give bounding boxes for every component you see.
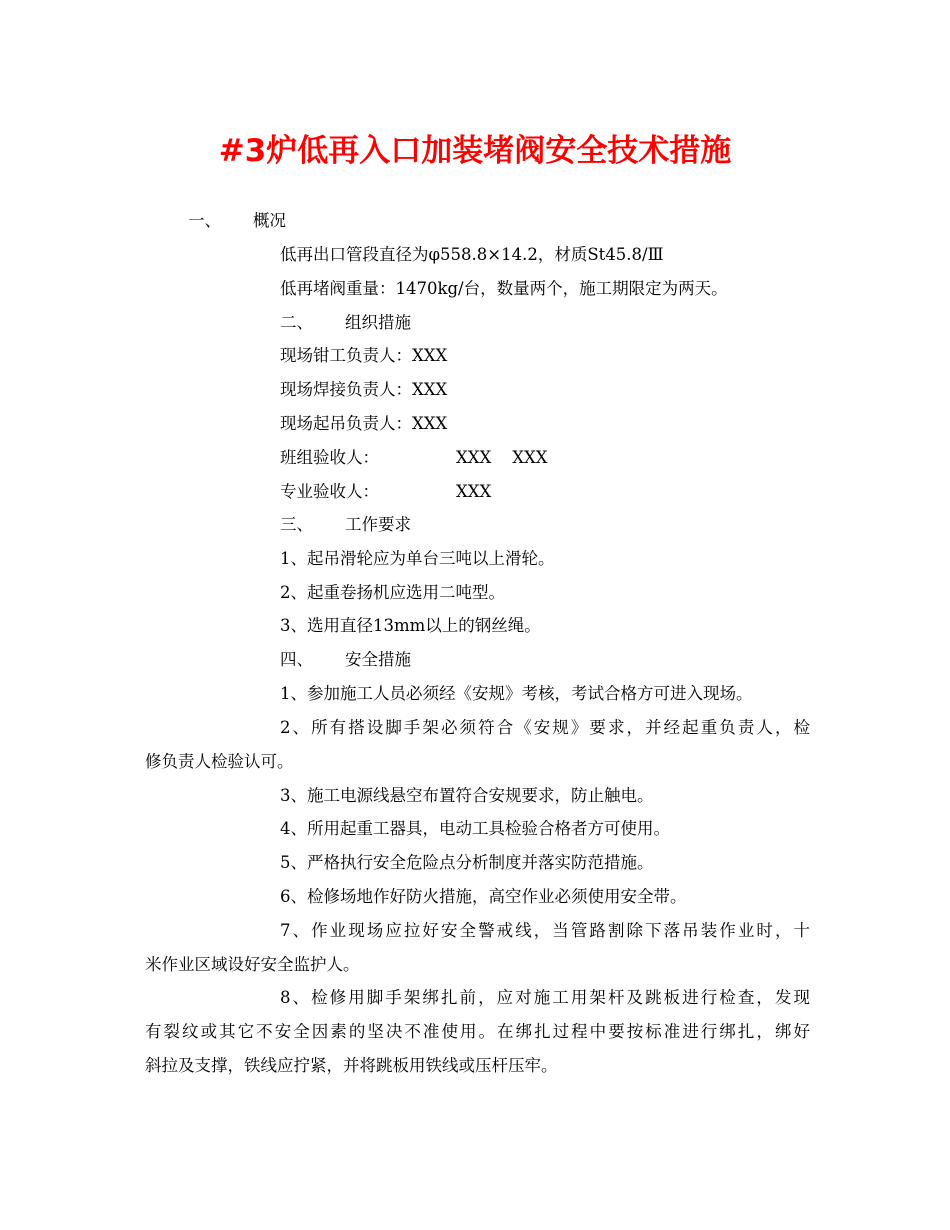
list-item: 2、所有搭设脚手架必须符合《安规》要求，并经起重负责人，检	[280, 718, 810, 737]
section-number: 一、	[188, 211, 221, 230]
paragraph-line: 低再堵阀重量：1470kg/台，数量两个，施工期限定为两天。	[280, 279, 728, 298]
paragraph-line: 低再出口管段直径为φ558.8×14.2，材质St45.8/Ⅲ	[280, 245, 664, 264]
acceptance-label: 专业验收人：	[280, 482, 379, 501]
section-number: 三、	[280, 515, 313, 534]
list-item: 6、检修场地作好防火措施，高空作业必须使用安全带。	[280, 887, 687, 906]
acceptance-line	[280, 446, 548, 470]
acceptance-line	[280, 480, 492, 504]
list-item: 3、施工电源线悬空布置符合安规要求，防止触电。	[280, 786, 654, 805]
section-label: 安全措施	[345, 650, 411, 669]
section-number: 四、	[280, 650, 313, 669]
section-heading-requirements	[280, 513, 411, 537]
paragraph-line: 现场起吊负责人：XXX	[280, 414, 448, 433]
paragraph-line: 现场焊接负责人：XXX	[280, 380, 448, 399]
section-heading-organization	[280, 311, 411, 335]
list-item: 5、严格执行安全危险点分析制度并落实防范措施。	[280, 853, 654, 872]
section-label: 组织措施	[345, 313, 411, 332]
section-label: 概况	[253, 211, 286, 230]
acceptance-label: 班组验收人：	[280, 448, 379, 467]
section-label: 工作要求	[345, 515, 411, 534]
list-item: 4、所用起重工器具，电动工具检验合格者方可使用。	[280, 819, 670, 838]
section-number: 二、	[280, 313, 313, 332]
section-heading-overview	[188, 209, 286, 233]
list-item: 7、作业现场应拉好安全警戒线，当管路割除下落吊装作业时，十	[280, 921, 810, 940]
list-item: 2、起重卷扬机应选用二吨型。	[280, 583, 505, 602]
acceptance-names: XXX	[456, 482, 492, 501]
list-item-continuation: 斜拉及支撑，铁线应拧紧，并将跳板用铁线或压杆压牢。	[145, 1056, 558, 1075]
list-item-continuation: 修负责人检验认可。	[145, 752, 294, 771]
document-title: #3炉低再入口加装堵阀安全技术措施	[218, 133, 732, 169]
list-item: 1、参加施工人员必须经《安规》考核，考试合格方可进入现场。	[280, 684, 753, 703]
list-item: 8、检修用脚手架绑扎前，应对施工用架杆及跳板进行检查，发现	[280, 988, 810, 1007]
section-heading-safety	[280, 648, 411, 672]
list-item: 1、起吊滑轮应为单台三吨以上滑轮。	[280, 549, 555, 568]
list-item-continuation: 米作业区域设好安全监护人。	[145, 955, 360, 974]
list-item: 3、选用直径13mm以上的钢丝绳。	[280, 616, 541, 635]
paragraph-line: 现场钳工负责人：XXX	[280, 346, 448, 365]
list-item-continuation: 有裂纹或其它不安全因素的坚决不准使用。在绑扎过程中要按标准进行绑扎，绑好	[145, 1022, 810, 1041]
acceptance-names: XXX XXX	[456, 448, 548, 467]
